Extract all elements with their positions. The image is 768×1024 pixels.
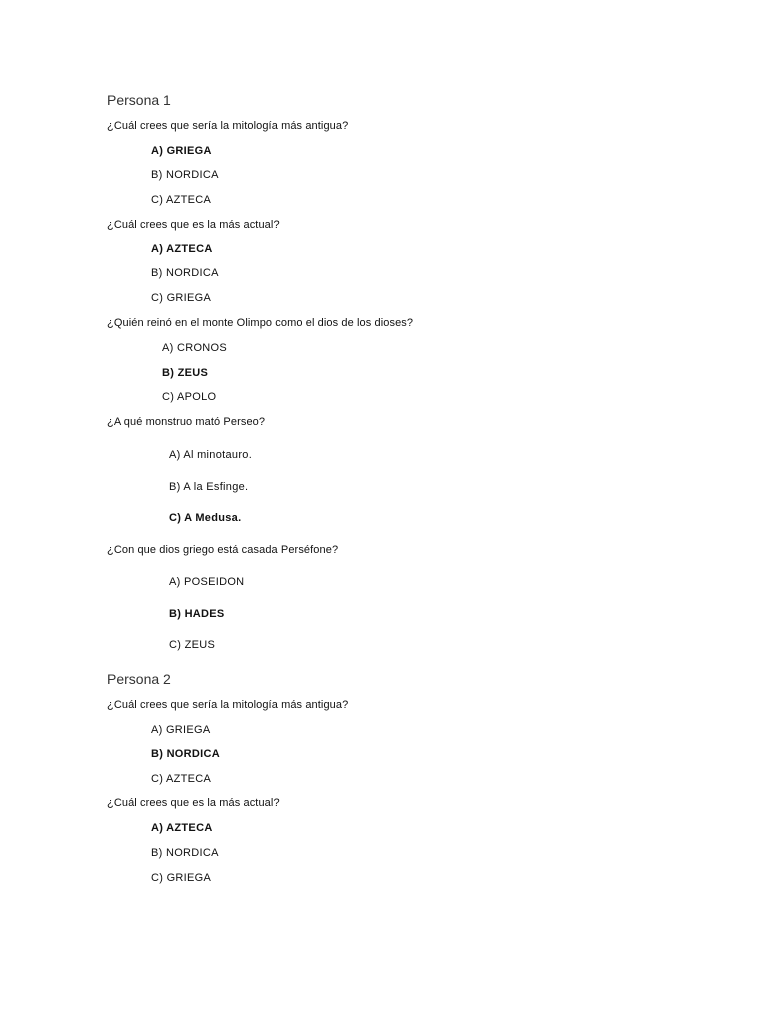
question-text: ¿Con que dios griego está casada Perséfone? xyxy=(107,544,339,556)
answer-option: B) A la Esfinge. xyxy=(169,481,249,493)
answer-option: C) GRIEGA xyxy=(151,872,212,884)
question-text: ¿Quién reinó en el monte Olimpo como el dios de los dioses? xyxy=(107,317,414,329)
answer-option-selected: A) GRIEGA xyxy=(151,145,212,157)
answer-option: C) AZTECA xyxy=(151,773,212,785)
answer-option-selected: C) A Medusa. xyxy=(169,512,242,524)
answer-option-selected: B) ZEUS xyxy=(162,367,209,379)
answer-option-selected: A) AZTECA xyxy=(151,243,213,255)
answer-option: C) GRIEGA xyxy=(151,292,212,304)
question-text: ¿Cuál crees que es la más actual? xyxy=(107,219,280,231)
answer-option: B) NORDICA xyxy=(151,169,219,181)
question-text: ¿Cuál crees que sería la mitología más antigua? xyxy=(107,699,349,711)
answer-option: A) GRIEGA xyxy=(151,724,211,736)
question-text: ¿A qué monstruo mató Perseo? xyxy=(107,416,266,428)
question-text: ¿Cuál crees que es la más actual? xyxy=(107,797,280,809)
answer-option: C) ZEUS xyxy=(169,639,216,651)
answer-option: C) APOLO xyxy=(162,391,217,403)
section-title: Persona 1 xyxy=(107,92,171,108)
answer-option: C) AZTECA xyxy=(151,194,212,206)
answer-option: A) Al minotauro. xyxy=(169,449,253,461)
answer-option: B) NORDICA xyxy=(151,847,219,859)
question-text: ¿Cuál crees que sería la mitología más antigua? xyxy=(107,120,349,132)
answer-option-selected: A) AZTECA xyxy=(151,822,213,834)
answer-option-selected: B) HADES xyxy=(169,608,225,620)
answer-option: A) CRONOS xyxy=(162,342,228,354)
answer-option: A) POSEIDON xyxy=(169,576,245,588)
answer-option: B) NORDICA xyxy=(151,267,219,279)
answer-option-selected: B) NORDICA xyxy=(151,748,220,760)
section-title: Persona 2 xyxy=(107,671,171,687)
